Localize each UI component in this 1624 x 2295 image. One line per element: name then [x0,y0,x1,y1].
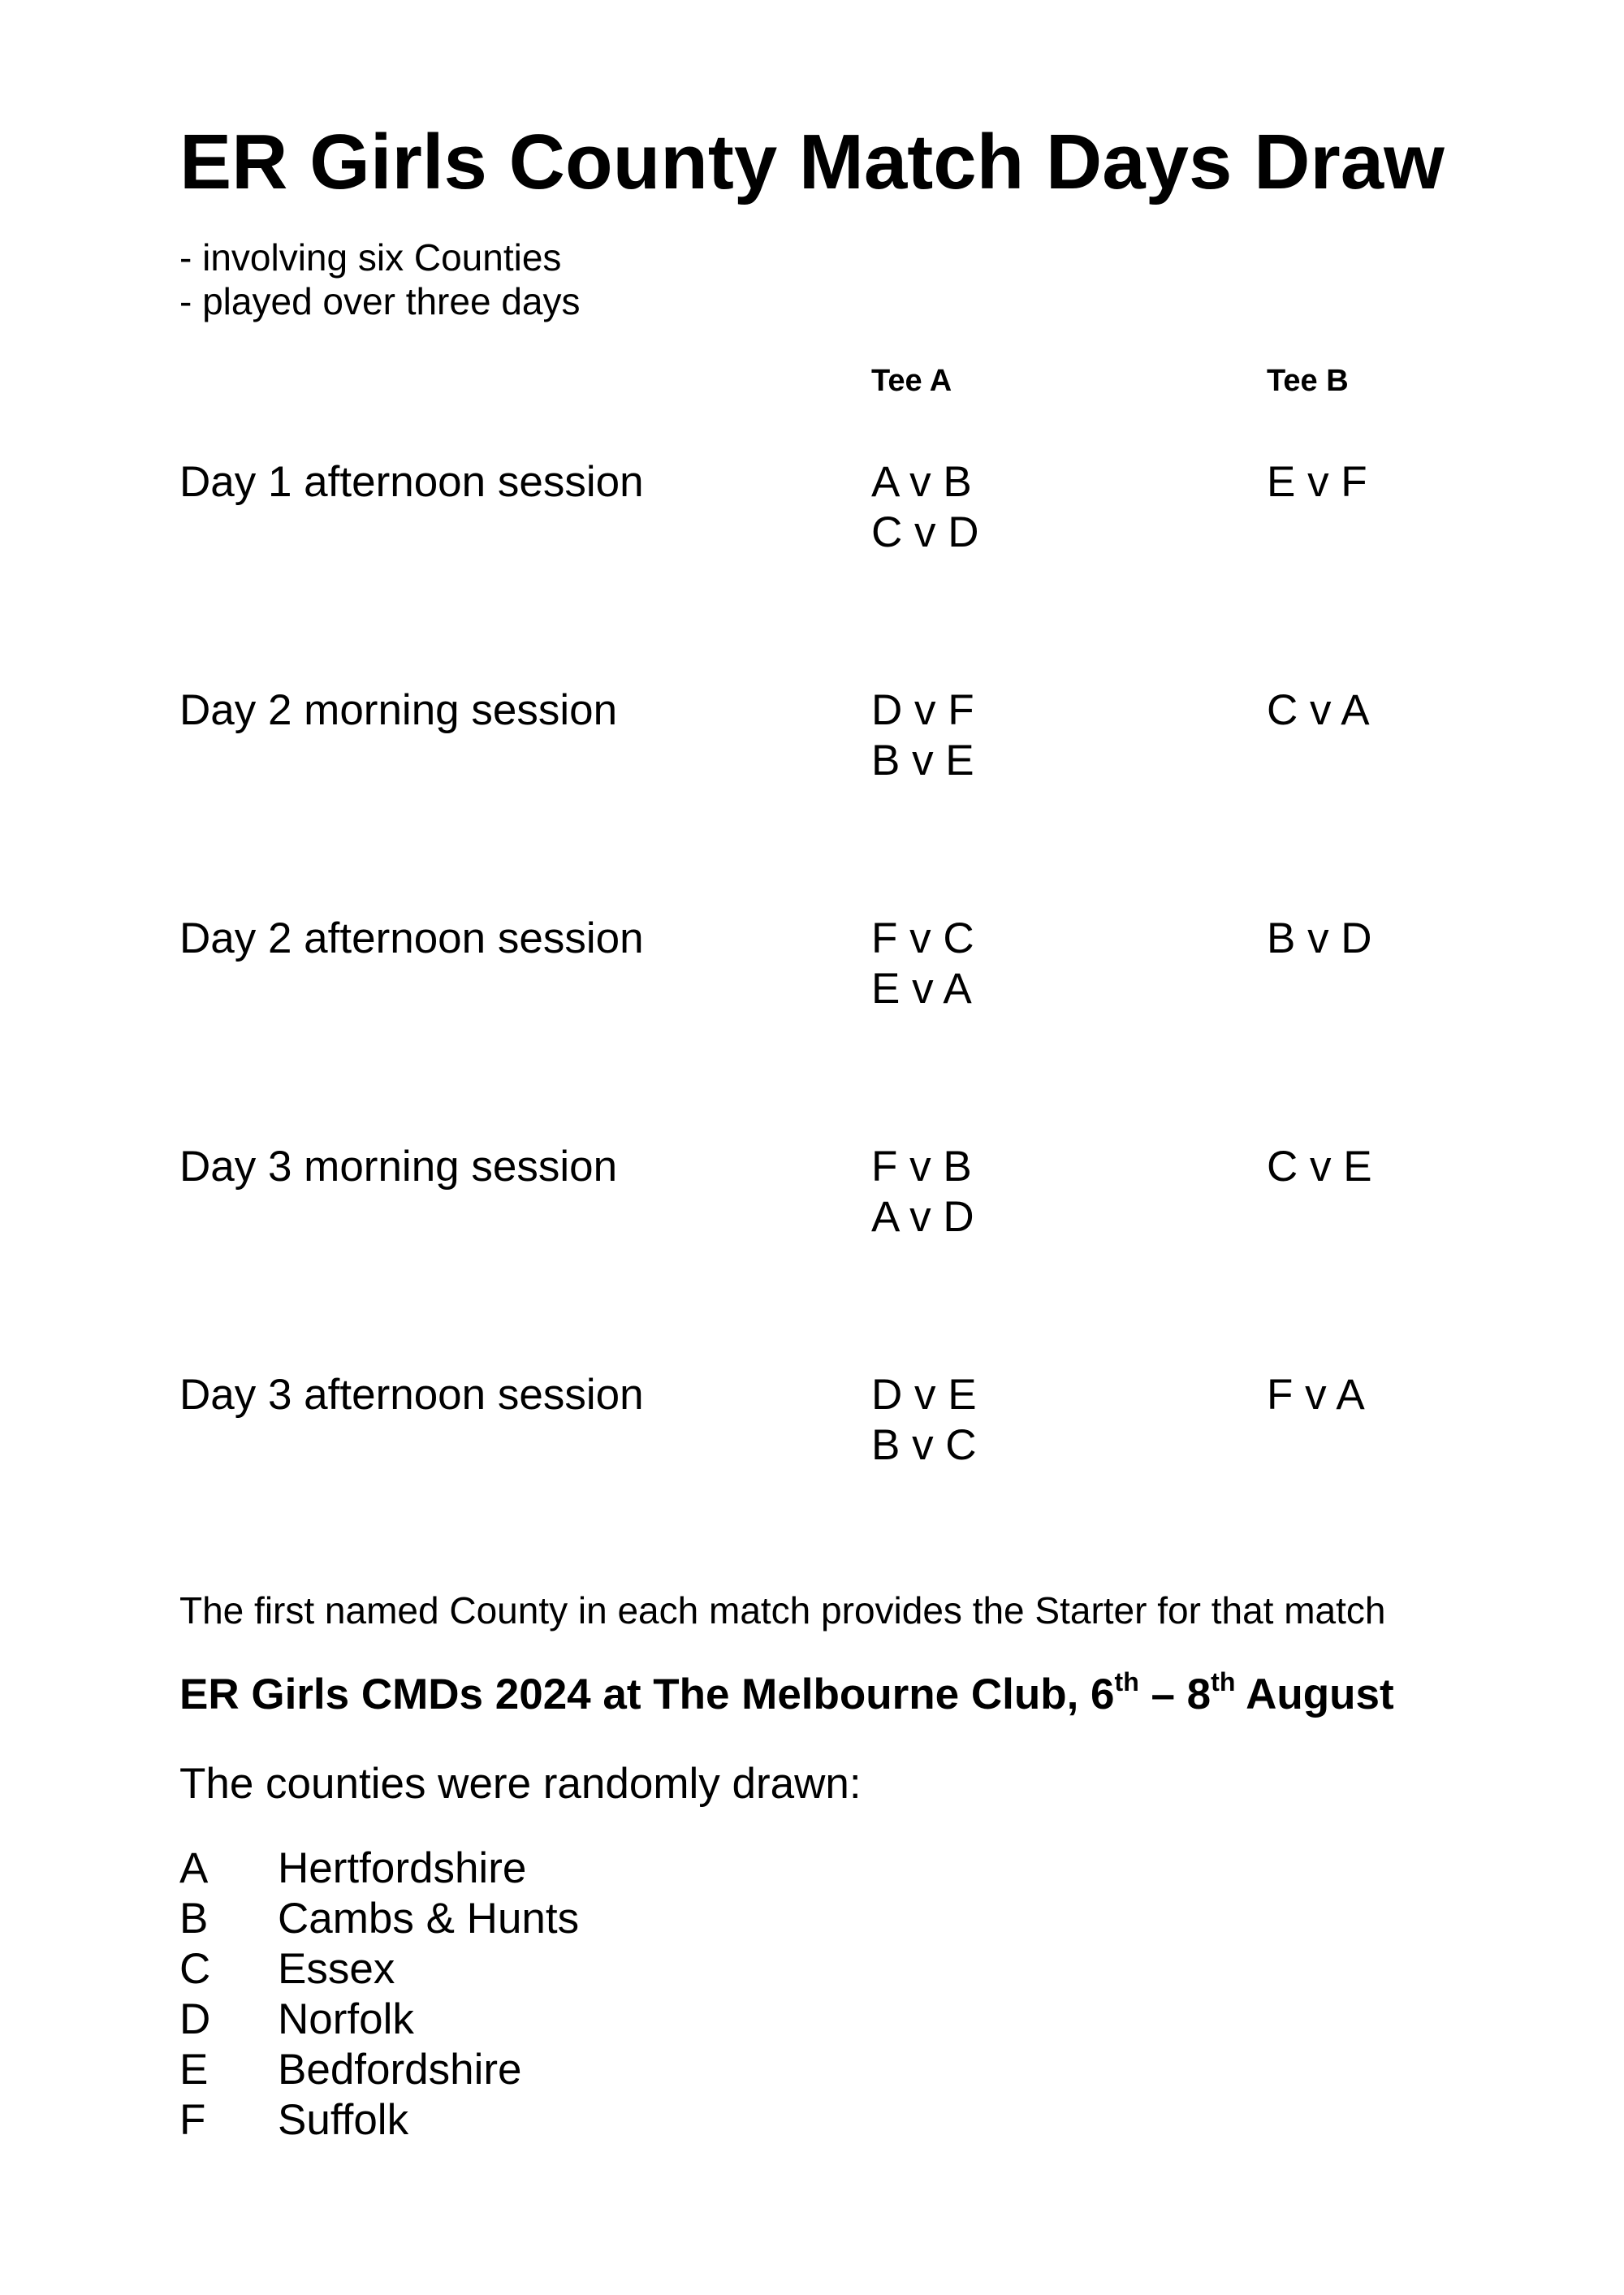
county-row [179,2045,522,2095]
session-label: Day 2 morning session [179,686,618,734]
page-title: ER Girls County Match Days Draw [179,119,1445,205]
county-letter: D [179,1995,211,2043]
event-text: August [1235,1670,1394,1718]
session-label: Day 1 afternoon session [179,458,644,506]
county-letter: E [179,2046,209,2094]
county-name: Cambs & Hunts [278,1895,580,1943]
draw-intro: The counties were randomly drawn: [179,1760,862,1808]
match-tee-a: D v E [871,1371,977,1419]
county-row [179,1843,526,1894]
county-name: Hertfordshire [278,1844,527,1892]
county-letter: B [179,1895,209,1943]
starter-note: The first named County in each match provides the Starter for that match [179,1589,1386,1632]
session-label: Day 2 afternoon session [179,914,644,962]
county-name: Essex [278,1945,395,1993]
county-row [179,1894,579,1944]
event-heading [179,1669,1394,1721]
intro-line: - played over three days [179,280,581,322]
event-text: – 8 [1138,1670,1212,1718]
session-label: Day 3 morning session [179,1143,618,1191]
match-tee-a: F v B [871,1143,972,1191]
county-row [179,2095,408,2146]
match-tee-a: C v D [871,508,979,556]
match-tee-a: A v B [871,458,972,506]
county-row [179,1944,395,1995]
match-tee-b: C v A [1267,686,1370,734]
ordinal-suffix: th [1114,1667,1139,1696]
match-tee-a: E v A [871,965,972,1013]
county-name: Bedfordshire [278,2046,522,2094]
match-tee-b: C v E [1267,1143,1372,1191]
county-letter: A [179,1844,209,1892]
match-tee-a: B v E [871,737,974,784]
match-tee-a: B v C [871,1421,977,1469]
session-label: Day 3 afternoon session [179,1371,644,1419]
county-letter: C [179,1945,211,1993]
match-tee-b: E v F [1267,458,1367,506]
county-letter: F [179,2096,206,2144]
tee-a-header: Tee A [871,364,952,398]
match-tee-a: F v C [871,914,974,962]
tee-b-header: Tee B [1267,364,1349,398]
event-text: ER Girls CMDs 2024 at The Melbourne Club, 6 [179,1670,1115,1718]
county-row [179,1995,414,2045]
ordinal-suffix: th [1211,1667,1236,1696]
match-tee-b: F v A [1267,1371,1365,1419]
county-name: Norfolk [278,1995,414,2043]
match-tee-a: A v D [871,1193,974,1241]
county-name: Suffolk [278,2096,409,2144]
intro-line: - involving six Counties [179,236,562,279]
match-tee-b: B v D [1267,914,1372,962]
match-tee-a: D v F [871,686,974,734]
